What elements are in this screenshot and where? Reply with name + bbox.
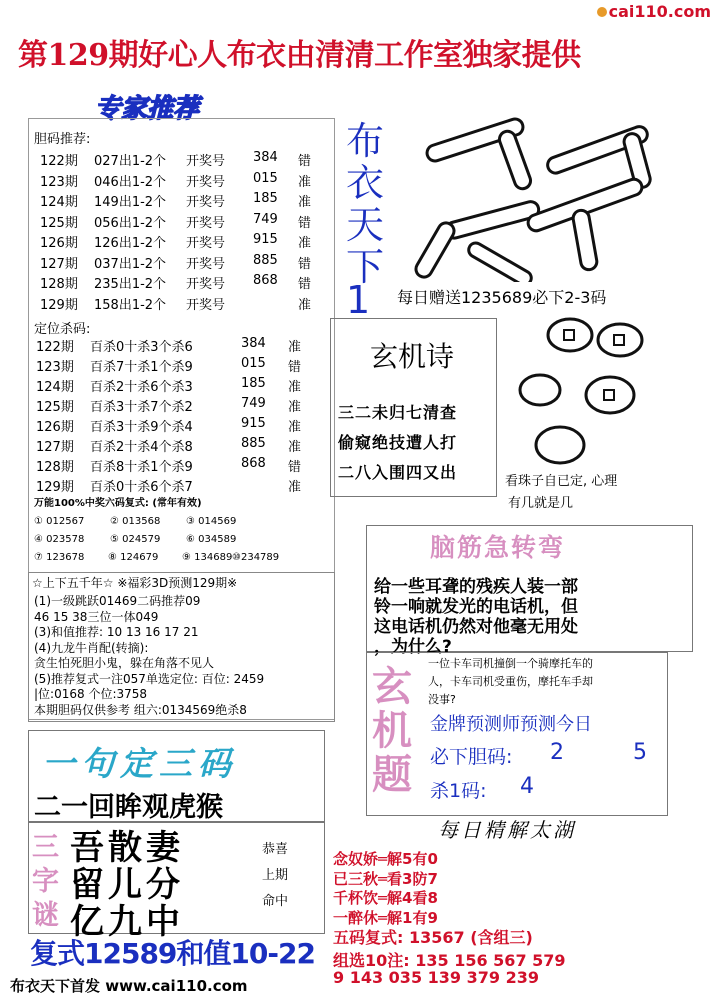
dingwei-result: 准 <box>288 420 302 435</box>
dingwei-num: 749 <box>241 396 266 411</box>
footer-text: 布衣天下首发 www.cai110.com <box>10 977 248 995</box>
danma-pick: 046出1-2个 <box>94 174 167 190</box>
danma-num: 885 <box>253 252 278 268</box>
danma-pick: 158出1-2个 <box>94 297 167 313</box>
danma-result: 错 <box>298 154 312 169</box>
dingwei-text: 百杀3十杀9个杀4 <box>90 420 193 435</box>
dingwei-text: 百杀3十杀7个杀2 <box>90 400 193 415</box>
coins-drawing <box>500 305 675 475</box>
danma-result: 准 <box>298 174 312 190</box>
globe-icon <box>597 7 607 17</box>
dingwei-row <box>36 476 326 494</box>
xuanji-shi-line: 三二未归七清查 <box>338 403 458 422</box>
fucai-line: (4)九龙牛肖配(转摘): <box>34 640 149 655</box>
sanzi-vert-char: 谜 <box>32 900 59 931</box>
dingwei-text: 百杀7十杀1个杀9 <box>90 360 193 375</box>
fucai-line: 46 15 38三位一体049 <box>34 609 159 624</box>
gongxi-line: 恭喜 <box>262 842 289 857</box>
xuanji-ti-line: 没事? <box>428 693 456 706</box>
danma-label: 胆码推荐: <box>34 132 91 147</box>
wanneng-group: ④ 023578 <box>34 534 85 545</box>
fushi-line: 复式12589和值10-22 <box>30 937 315 970</box>
wanneng-group: ⑨ 134689 <box>182 552 233 563</box>
danma-label: 开奖号 <box>186 215 226 231</box>
gongxi-line: 上期 <box>262 868 289 883</box>
danma-pick: 037出1-2个 <box>94 256 167 272</box>
naojin-q-line: ，为什么? <box>374 637 452 657</box>
page-title: 第129期好心人布衣由清清工作室独家提供 <box>18 38 581 73</box>
symbol-drawing <box>395 112 670 282</box>
naojin-q-line: 铃一响就发光的电话机，但 <box>374 597 578 617</box>
danma-num: 749 <box>253 211 278 227</box>
dingwei-period: 125期 <box>36 400 74 415</box>
danma-pick: 056出1-2个 <box>94 215 167 231</box>
wanneng-group: ⑦ 123678 <box>34 552 85 563</box>
wanneng-group: ⑤ 024579 <box>110 534 161 545</box>
naojin-q-line: 给一些耳聋的残疾人装一部 <box>374 577 578 597</box>
fucai-line: 贪生怕死胆小鬼，躲在角落不见人 <box>34 656 215 670</box>
wuma-line: 五码复式: 13567 (含组三) <box>333 928 533 947</box>
danma-period: 129期 <box>40 297 78 313</box>
danma-result: 准 <box>298 195 312 210</box>
naojin-q-line: 这电话机仍然对他毫无用处 <box>374 617 578 637</box>
danma-row <box>40 232 330 250</box>
kan-zhuzi-line: 有几就是几 <box>508 496 574 511</box>
danma-label: 开奖号 <box>186 236 226 251</box>
danma-period: 128期 <box>40 277 78 292</box>
sanzi-vert-char: 字 <box>32 866 59 897</box>
dingwei-row <box>36 416 326 434</box>
xuanji-ti-char: 机 <box>372 708 412 754</box>
bixia-a: 2 <box>550 740 564 765</box>
danma-row <box>40 212 330 230</box>
danma-row <box>40 253 330 271</box>
danma-pick: 027出1-2个 <box>94 154 167 169</box>
dingwei-num: 868 <box>241 456 266 471</box>
danma-label: 开奖号 <box>186 256 226 272</box>
sanzi-line: 留儿分 <box>70 865 184 905</box>
danma-label: 开奖号 <box>186 297 226 313</box>
wanneng-group: ① 012567 <box>34 516 85 527</box>
dingwei-num: 384 <box>241 336 266 351</box>
dingwei-period: 124期 <box>36 380 74 395</box>
danma-result: 错 <box>298 277 312 292</box>
danma-period: 126期 <box>40 236 78 251</box>
dingwei-num: 915 <box>241 416 266 431</box>
dingwei-text: 百杀2十杀4个杀8 <box>90 440 193 455</box>
dingwei-row <box>36 396 326 414</box>
danma-row <box>40 171 330 189</box>
dingwei-result: 准 <box>288 480 302 495</box>
danma-period: 124期 <box>40 195 78 210</box>
danma-pick: 126出1-2个 <box>94 236 167 251</box>
xuanji-ti-line: 一位卡车司机撞倒一个骑摩托车的 <box>428 657 593 670</box>
taihu-title: 每日精解太湖 <box>438 818 576 842</box>
dingwei-result: 准 <box>288 380 302 395</box>
buyi-vert-char: 下 <box>346 245 385 289</box>
danma-result: 准 <box>298 297 312 313</box>
buyi-vert-char: 衣 <box>346 161 385 205</box>
danma-label: 开奖号 <box>186 174 226 190</box>
danma-label: 开奖号 <box>186 195 226 210</box>
xuanji-ti-char: 玄 <box>372 664 412 710</box>
bixia-b: 5 <box>633 740 647 765</box>
fucai-line: (1)一级跳跃01469二码推荐09 <box>34 594 201 608</box>
dingwei-text: 百杀0十杀3个杀6 <box>90 340 193 355</box>
sanzi-vert-char: 三 <box>32 832 59 863</box>
jie-line: 一醉休═解1有9 <box>333 908 438 927</box>
danma-pick: 149出1-2个 <box>94 195 167 210</box>
danma-row <box>40 150 330 168</box>
danma-label: 开奖号 <box>186 154 226 169</box>
wanneng-group: ⑥ 034589 <box>186 534 237 545</box>
danma-period: 127期 <box>40 256 78 272</box>
fucai-line: (3)和值推荐: 10 13 16 17 21 <box>34 625 199 639</box>
yiju-line: 二一回眸观虎猴 <box>34 792 223 823</box>
danma-row <box>40 294 330 312</box>
danma-pick: 235出1-2个 <box>94 277 167 292</box>
jie-line: 念奴娇═解5有0 <box>333 850 438 868</box>
sanzi-line: 吾散妻 <box>70 828 184 868</box>
danma-num: 015 <box>253 170 278 186</box>
danma-period: 123期 <box>40 174 78 190</box>
wanneng-group: ⑧ 124679 <box>108 552 159 563</box>
danma-num: 185 <box>253 191 278 206</box>
buyi-vert-char: 天 <box>346 203 385 247</box>
jinpai-title: 金牌预测师预测今日 <box>430 714 592 735</box>
dingwei-num: 015 <box>241 356 266 371</box>
dingwei-row <box>36 376 326 394</box>
dingwei-row <box>36 356 326 374</box>
xuanji-ti-line: 人，卡车司机受重伤，摩托车手却 <box>428 675 593 688</box>
sha-label: 杀1码: <box>430 780 487 802</box>
dingwei-num: 185 <box>241 376 266 391</box>
kan-zhuzi-line: 看珠子自已定, 心理 <box>505 474 618 489</box>
dingwei-period: 126期 <box>36 420 74 435</box>
dingwei-text: 百杀8十杀1个杀9 <box>90 460 193 475</box>
jie-line: 已三秋═看3防7 <box>333 869 438 888</box>
dingwei-label: 定位杀码: <box>34 322 91 337</box>
jie-line: 千杯饮═解4看8 <box>333 889 438 907</box>
expert-heading: 专家推荐 <box>95 94 200 124</box>
naojin-title: 脑筋急转弯 <box>430 533 566 562</box>
wanneng-label: 万能100%中奖六码复式: (常年有效) <box>34 498 202 509</box>
danma-result: 准 <box>298 236 312 251</box>
xuanji-shi-line: 偷窥绝技遭人打 <box>338 433 458 452</box>
xuanji-shi-line: 二八入围四又出 <box>338 463 458 482</box>
wanneng-group: ③ 014569 <box>186 516 237 527</box>
fucai-heading: ☆上下五千年☆ ※福彩3D预测129期※ <box>32 576 238 590</box>
dingwei-result: 错 <box>288 460 302 475</box>
danma-num: 915 <box>253 232 278 247</box>
dingwei-text: 百杀2十杀6个杀3 <box>90 380 193 395</box>
fucai-line: (5)推荐复式一注057单选定位: 百位: 2459 <box>34 671 265 686</box>
sanzi-line: 亿九中 <box>70 902 184 942</box>
dingwei-period: 122期 <box>36 340 74 355</box>
site-logo: cai110.com <box>597 2 711 21</box>
bixia-label: 必下胆码: <box>430 746 513 768</box>
dingwei-result: 准 <box>288 400 302 415</box>
fucai-line: |位:0168 个位:3758 <box>34 687 148 701</box>
danma-row <box>40 191 330 209</box>
danma-num: 868 <box>253 273 278 288</box>
dingwei-result: 准 <box>288 340 302 355</box>
yiju-title: 一句定三码 <box>42 744 237 783</box>
danma-label: 开奖号 <box>186 277 226 292</box>
dingwei-period: 128期 <box>36 460 74 475</box>
wanneng-group: ② 013568 <box>110 516 161 527</box>
danma-result: 错 <box>298 215 312 231</box>
danma-result: 错 <box>298 256 312 272</box>
dingwei-period: 123期 <box>36 360 74 375</box>
zuxuan-line: 9 143 035 139 379 239 <box>333 968 539 987</box>
wanneng-group: ⑩234789 <box>232 552 280 563</box>
xuanji-ti-char: 题 <box>372 752 412 798</box>
danma-num: 384 <box>253 150 278 165</box>
sha-val: 4 <box>520 774 534 799</box>
dingwei-num: 885 <box>241 436 266 451</box>
buyi-daily: 每日赠送1235689必下2-3码 <box>397 288 607 307</box>
zuxuan-line: 组选10注: 135 156 567 579 <box>333 951 566 970</box>
dingwei-period: 129期 <box>36 480 74 495</box>
danma-row <box>40 273 330 291</box>
buyi-vert-char: 1 <box>346 278 371 322</box>
dingwei-text: 百杀0十杀6个杀7 <box>90 480 193 495</box>
dingwei-row <box>36 456 326 474</box>
gongxi-line: 命中 <box>262 894 289 909</box>
dingwei-row <box>36 436 326 454</box>
buyi-vert-char: 布 <box>346 119 385 163</box>
dingwei-result: 准 <box>288 440 302 455</box>
dingwei-row <box>36 336 326 354</box>
fucai-line: 本期胆码仅供参考 组六:0134569绝杀8 <box>34 702 247 717</box>
danma-period: 122期 <box>40 154 78 169</box>
dingwei-result: 错 <box>288 360 302 375</box>
danma-period: 125期 <box>40 215 78 231</box>
dingwei-period: 127期 <box>36 440 74 455</box>
xuanji-shi-title: 玄机诗 <box>370 340 455 373</box>
